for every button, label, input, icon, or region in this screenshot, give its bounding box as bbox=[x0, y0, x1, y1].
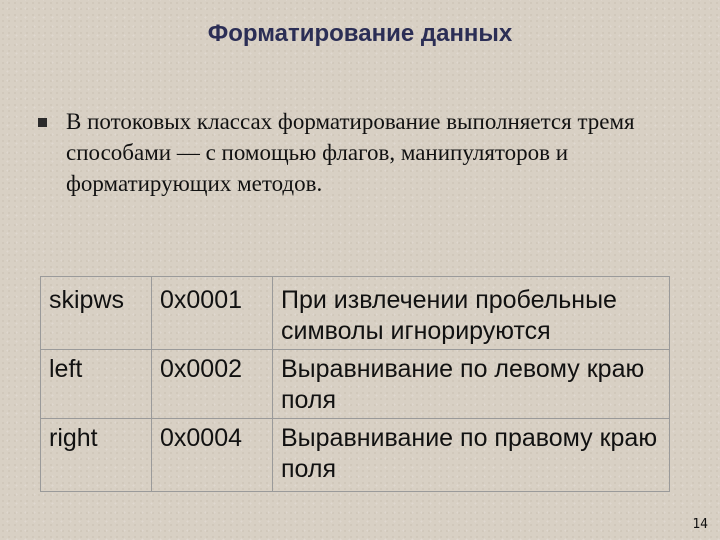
flag-name-cell: right bbox=[41, 419, 152, 492]
flag-description-cell: Выравнивание по левому краю поля bbox=[273, 350, 670, 419]
page-number: 14 bbox=[692, 517, 708, 532]
slide-title: Форматирование данных bbox=[207, 20, 513, 47]
flag-description-cell: При извлечении пробельные символы игнорируются bbox=[273, 277, 670, 350]
table-row bbox=[41, 350, 670, 419]
flag-value-cell: 0x0002 bbox=[152, 350, 273, 419]
bullet-text: В потоковых классах форматирование выполняется тремя способами — с помощью флагов, манипуляторов и форматирующих методов. bbox=[66, 109, 635, 196]
flag-value-cell: 0x0001 bbox=[152, 277, 273, 350]
square-bullet-icon bbox=[38, 118, 47, 127]
format-flags-table bbox=[40, 276, 670, 492]
flag-description-cell: Выравнивание по правому краю поля bbox=[273, 419, 670, 492]
table-row bbox=[41, 419, 670, 492]
flag-name-cell: left bbox=[41, 350, 152, 419]
flag-value-cell: 0x0004 bbox=[152, 419, 273, 492]
flag-name-cell: skipws bbox=[41, 277, 152, 350]
table-row bbox=[41, 277, 670, 350]
